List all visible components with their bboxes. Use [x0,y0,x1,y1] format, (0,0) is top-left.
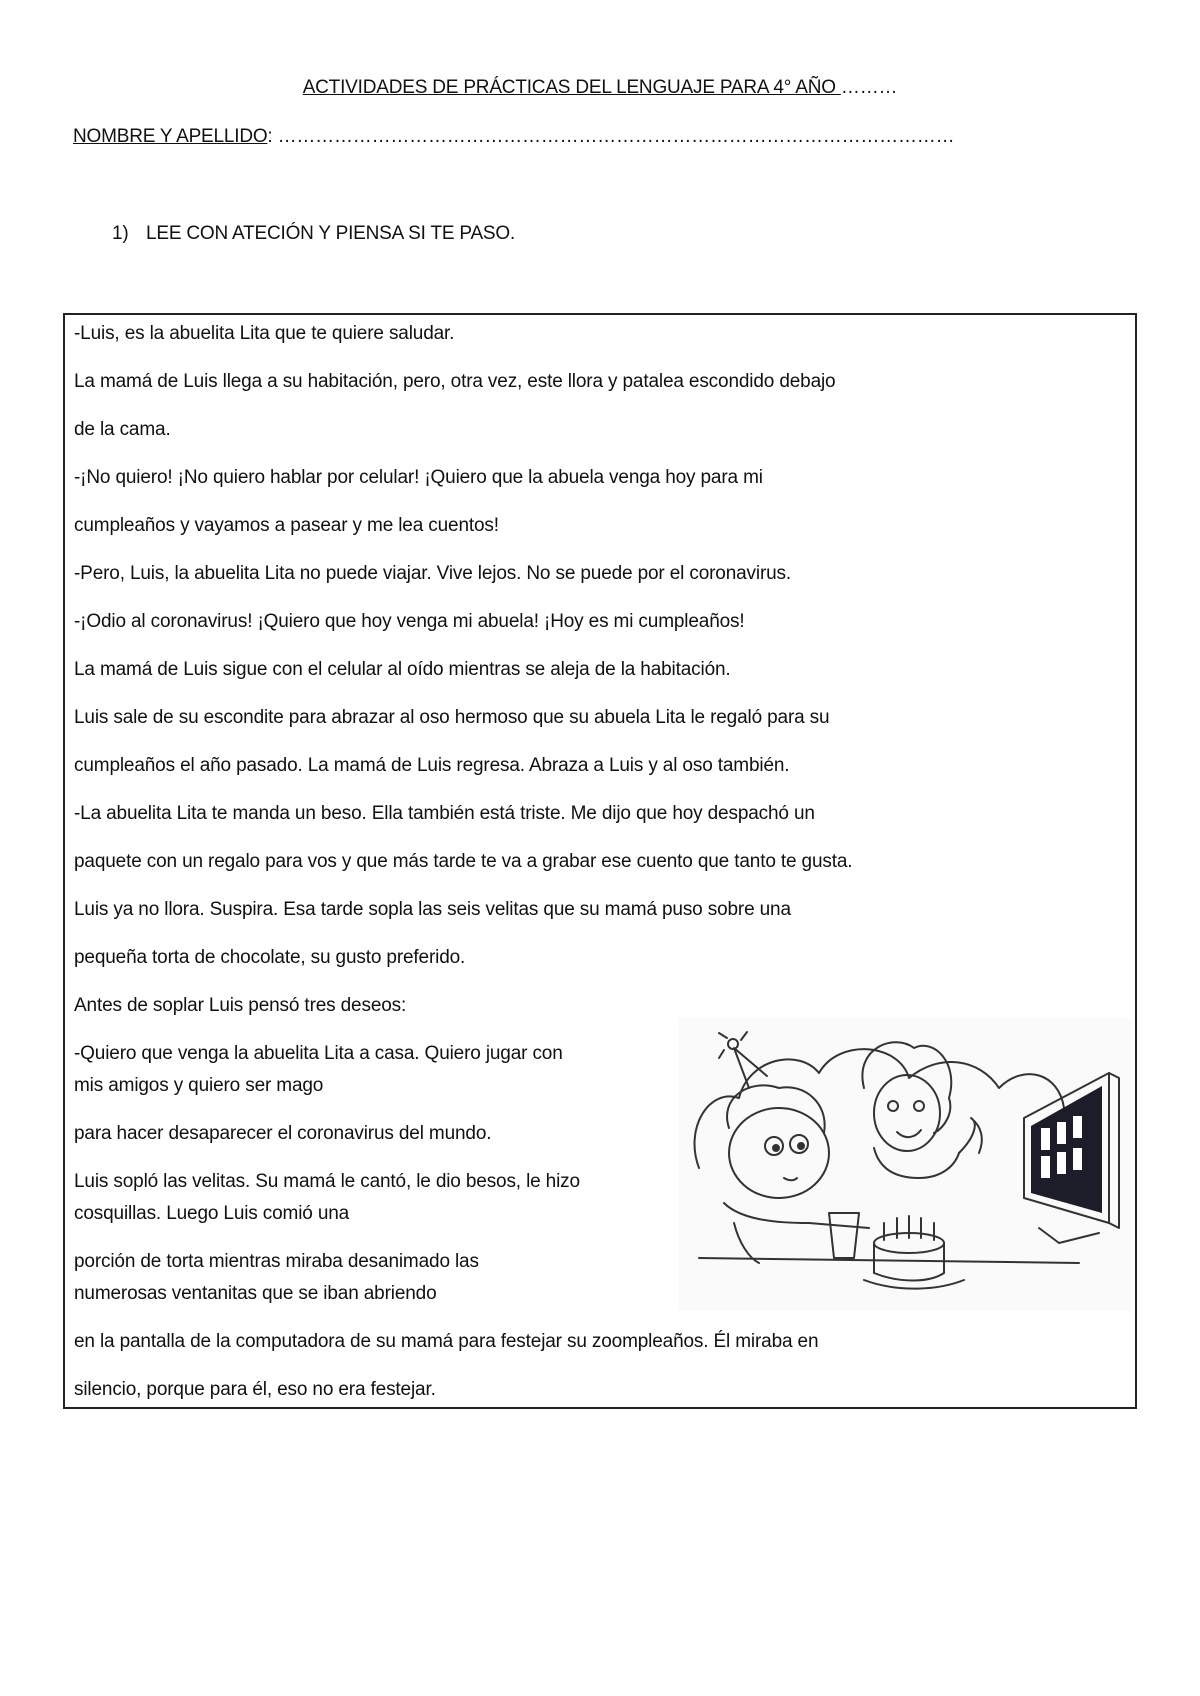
worksheet-title [0,76,1200,100]
name-blank-line: : ……………………………………………………………………………………………… [267,126,955,147]
story-line: cosquillas. Luego Luis comió una [74,1203,350,1224]
story-line: para hacer desaparecer el coronavirus del mundo. [74,1123,492,1144]
cake-paragraph [74,1250,674,1306]
story-line: -La abuelita Lita te manda un beso. Ella también está triste. Me dijo que hoy despachó un [74,803,815,824]
title-dots: ……… [840,77,898,98]
story-line: cumpleaños y vayamos a pasear y me lea cuentos! [74,515,499,536]
story-line: La mamá de Luis llega a su habitación, pero, otra vez, este llora y patalea escondido debajo [74,371,836,392]
story-line: en la pantalla de la computadora de su mamá para festejar su zoompleaños. Él miraba en [74,1331,819,1352]
story-line: -Quiero que venga la abuelita Lita a casa. Quiero jugar con [74,1043,563,1064]
story-line: pequeña torta de chocolate, su gusto preferido. [74,947,466,968]
story-line: -Pero, Luis, la abuelita Lita no puede viajar. Vive lejos. No se puede por el coronavirus. [74,563,792,584]
story-line: -¡No quiero! ¡No quiero hablar por celular! ¡Quiero que la abuela venga hoy para mi [74,467,763,488]
blow-paragraph [74,1170,674,1226]
name-field[interactable] [73,125,954,149]
story-line: porción de torta mientras miraba desanimado las [74,1251,479,1272]
story-line: Luis sale de su escondite para abrazar al oso hermoso que su abuela Lita le regaló para su [74,707,830,728]
story-line: La mamá de Luis sigue con el celular al oído mientras se aleja de la habitación. [74,659,731,680]
story-line: Antes de soplar Luis pensó tres deseos: [74,995,407,1016]
story-line: Luis sopló las velitas. Su mamá le cantó, le dio besos, le hizo [74,1171,580,1192]
title-text: ACTIVIDADES DE PRÁCTICAS DEL LENGUAJE PARA 4° AÑO [302,77,841,98]
story-line: de la cama. [74,419,171,440]
birthday-drawing-icon [679,1018,1132,1311]
story-box [63,313,1137,1409]
story-line: cumpleaños el año pasado. La mamá de Luis regresa. Abraza a Luis y al oso también. [74,755,790,776]
story-line: mis amigos y quiero ser mago [74,1075,324,1096]
story-line: numerosas ventanitas que se iban abriendo [74,1283,437,1304]
instruction-1 [112,222,515,246]
story-line: silencio, porque para él, eso no era festejar. [74,1379,436,1400]
story-line: -Luis, es la abuelita Lita que te quiere saludar. [74,323,455,344]
story-line: Luis ya no llora. Suspira. Esa tarde sopla las seis velitas que su mamá puso sobre una [74,899,791,920]
story-line: paquete con un regalo para vos y que más tarde te va a grabar ese cuento que tanto te gusta. [74,851,853,872]
birthday-illustration [679,1018,1132,1311]
wish-paragraph [74,1042,674,1098]
name-label: NOMBRE Y APELLIDO [73,126,268,147]
story-line: -¡Odio al coronavirus! ¡Quiero que hoy venga mi abuela! ¡Hoy es mi cumpleaños! [74,611,745,632]
instruction-text: LEE CON ATECIÓN Y PIENSA SI TE PASO. [146,223,516,244]
instruction-number: 1) [112,223,129,244]
